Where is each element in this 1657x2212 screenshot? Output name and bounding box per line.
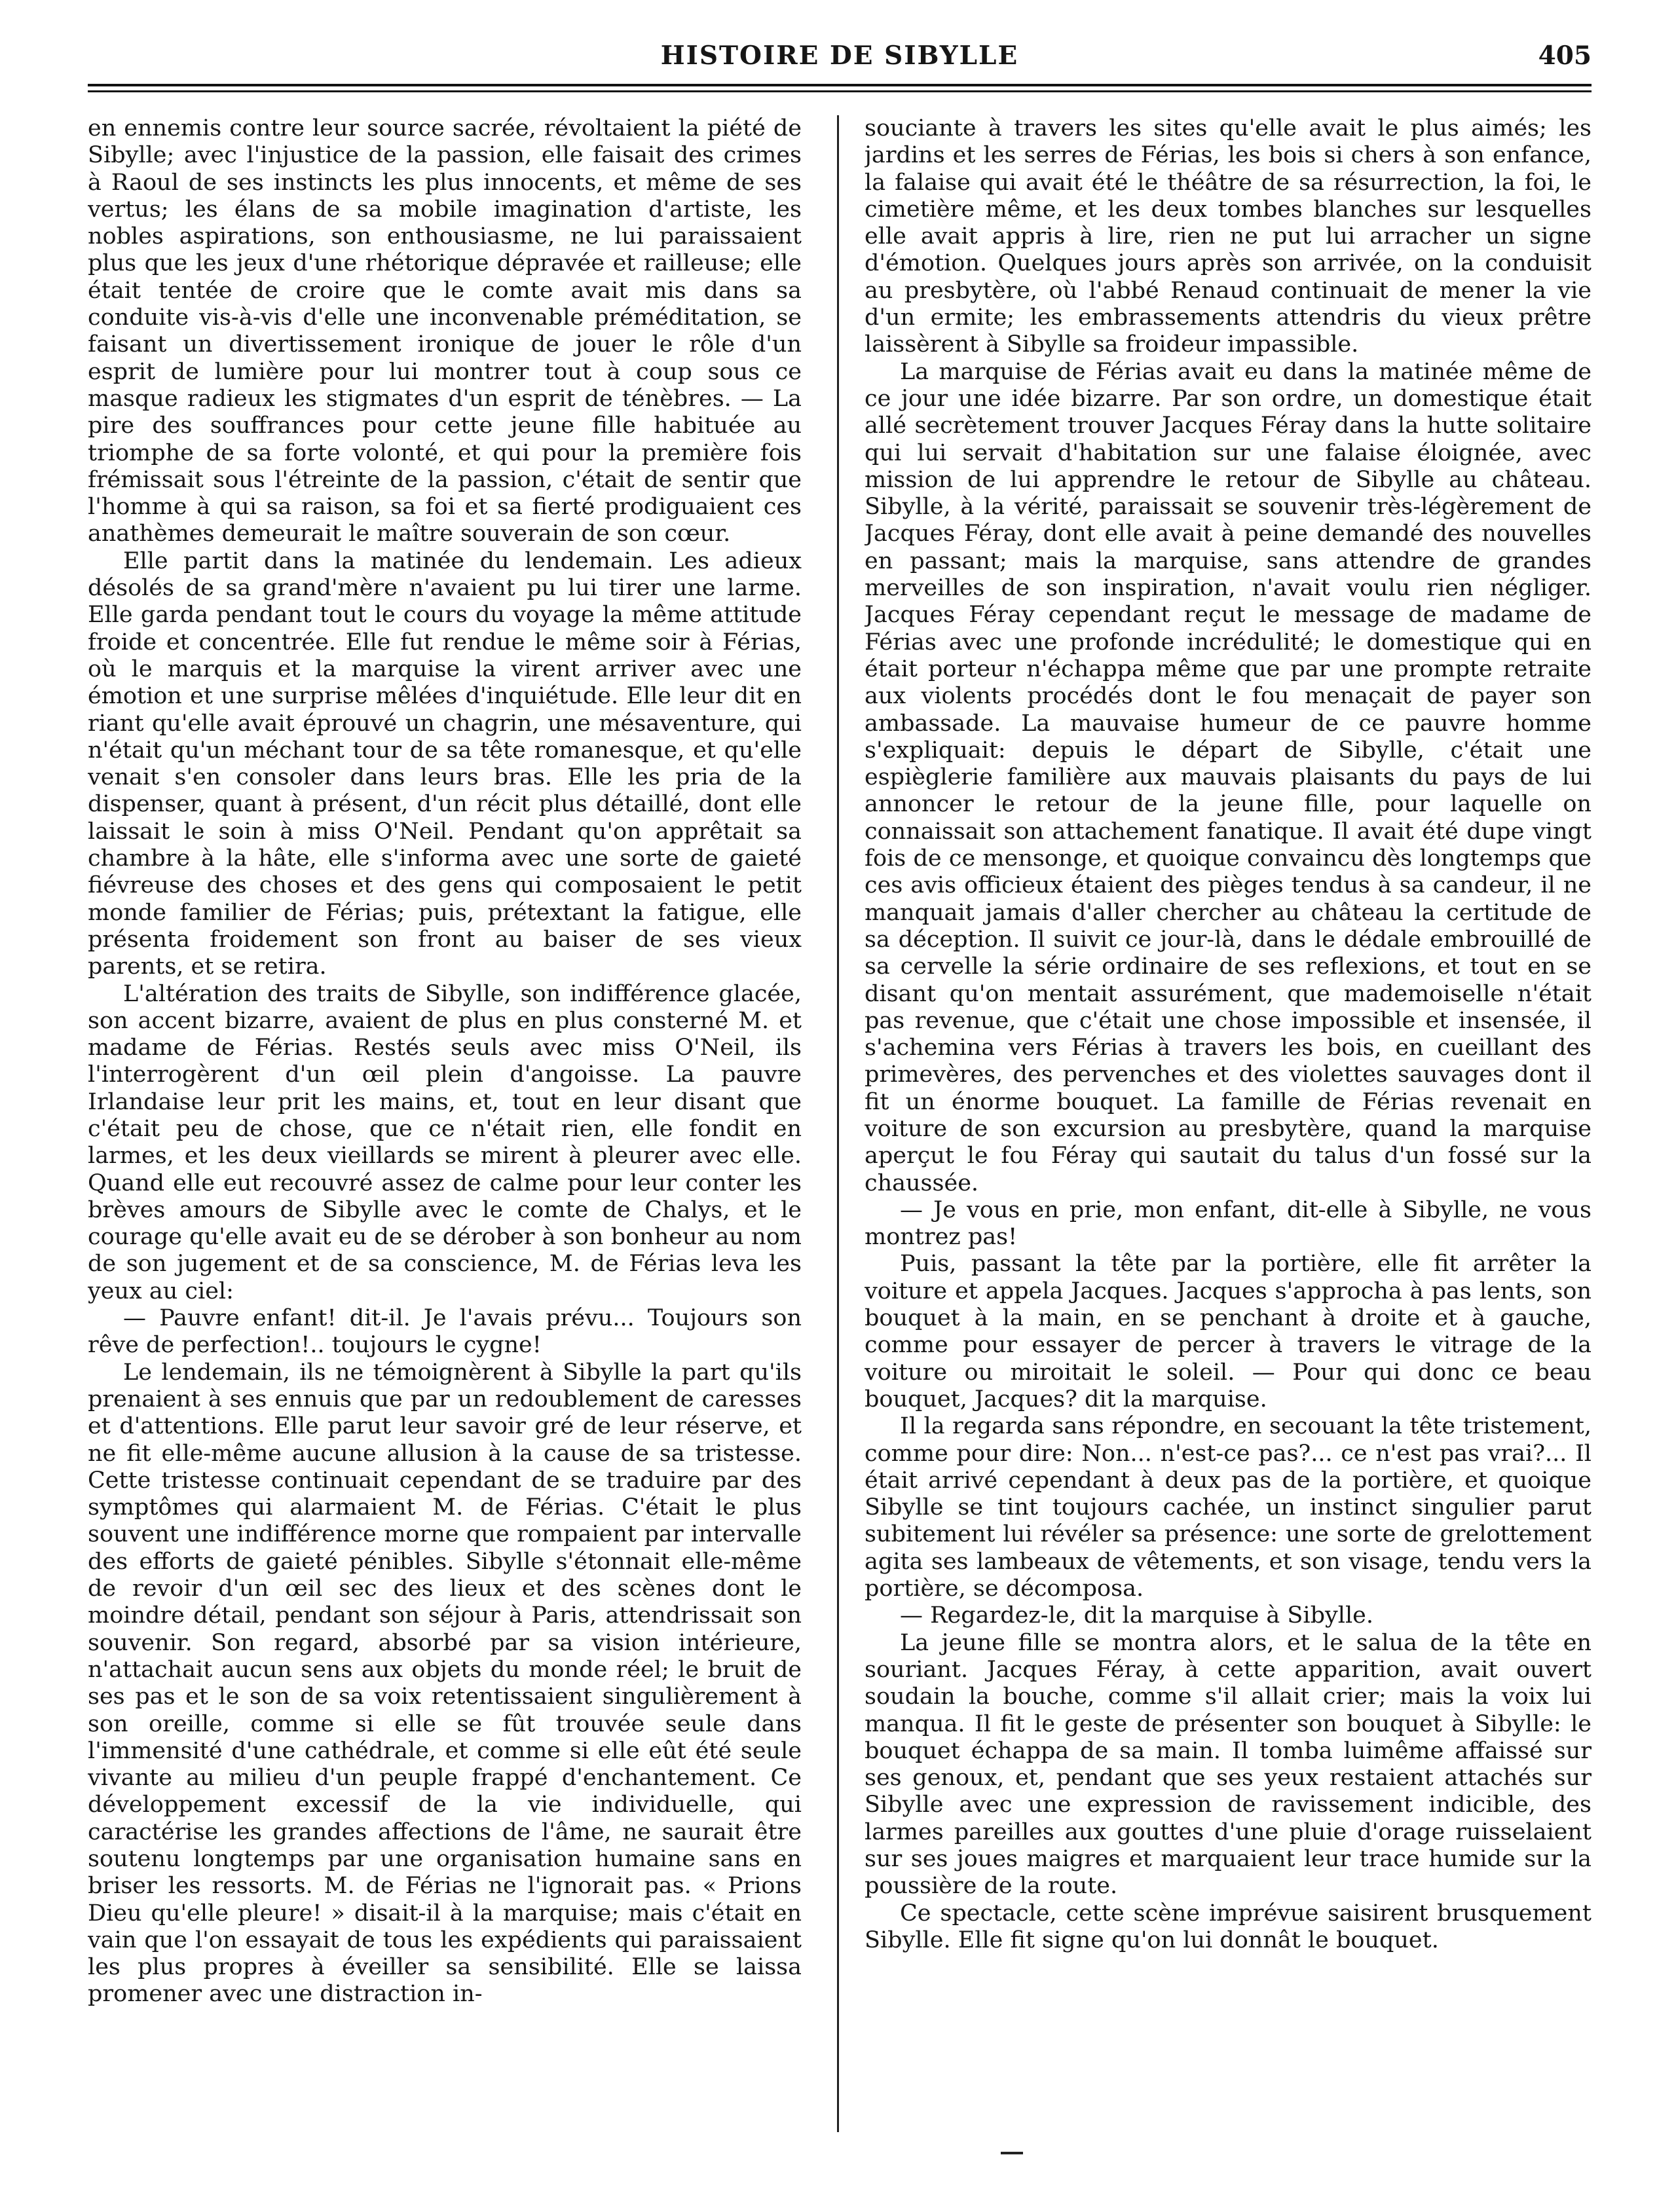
header-rule (88, 84, 1592, 86)
column-divider (837, 115, 839, 2132)
header-rule-secondary (88, 90, 1592, 92)
running-title: HISTOIRE DE SIBYLLE (660, 41, 1019, 71)
left-column (88, 115, 802, 2132)
paragraph: Elle partit dans la matinée du lendemain. Les adieux désolés de sa grand'mère n'avaient pu lui tirer une larme. Elle garda pendant tout le cours du voyage la même attitude froide et concentrée. Elle fut rendue le même soir à Férias, où le marquis et la marquise la virent arriver avec une émotion et une surprise mêlées d'inquiétude. Elle leur dit en riant qu'elle avait éprouvé un chagrin, une mésaventure, qui n'était qu'un méchant tour de sa tête romanesque, et qu'elle venait s'en consoler dans leurs bras. Elle les pria de la dispenser, quant à présent, d'un récit plus détaillé, dont elle laissait le soin à miss O'Neil. Pendant qu'on apprêtait sa chambre à la hâte, elle s'informa avec une sorte de gaieté fiévreuse des choses et des gens qui composaient le petit monde familier de Férias; puis, prétextant la fatigue, elle présenta froidement son front au baiser de ses vieux parents, et se retira. (88, 547, 802, 980)
paragraph: Il la regarda sans répondre, en secouant la tête tristement, comme pour dire: Non... n'est-ce pas?... ce n'est pas vrai?... Il était arrivé cependant à deux pas de la portière, et quoique Sibylle se tint toujours cachée, un instinct singulier parut subitement lui révéler sa présence: une sorte de grelottement agita ses lambeaux de vêtements, et son visage, tendu vers la portière, se décomposa. (865, 1413, 1592, 1602)
paragraph: Le lendemain, ils ne témoignèrent à Sibylle la part qu'ils prenaient à ses ennuis que par un redoublement de caresses et d'attentions. Elle parut leur savoir gré de leur réserve, et ne fit elle-même aucune allusion à la cause de sa tristesse. Cette tristesse continuait cependant de se traduire par des symptômes qui alarmaient M. de Férias. C'était le plus souvent une indifférence morne que rompaient par intervalle des efforts de gaieté pénibles. Sibylle s'étonnait elle-même de revoir d'un œil sec des lieux et des scènes dont le moindre détail, pendant son séjour à Paris, attendrissait son souvenir. Son regard, absorbé par sa vision intérieure, n'attachait aucun sens aux objets du monde réel; le bruit de ses pas et le son de sa voix retentissaient singulièrement à son oreille, comme si elle se fût trouvée seule dans l'immensité d'une cathédrale, et comme si elle eût été seule vivante au milieu d'un peuple frappé d'enchantement. Ce développement excessif de la vie individuelle, qui caractérise les grandes affections de l'âme, ne saurait être soutenu longtemps par une organisation humaine sans en briser les ressorts. M. de Férias ne l'ignorait pas. « Prions Dieu qu'elle pleure! » disait-il à la marquise; mais c'était en vain que l'on essayait de tous les expédients qui paraissaient les plus propres à éveiller sa sensibilité. Elle se laissa promener avec une distraction in- (88, 1359, 802, 2008)
paragraph: en ennemis contre leur source sacrée, révoltaient la piété de Sibylle; avec l'injustice de la passion, elle faisait des crimes à Raoul de ses instincts les plus innocents, et même de ses vertus; les élans de sa mobile imagination d'artiste, les nobles aspirations, son enthousiasme, ne lui paraissaient plus que les jeux d'une rhétorique dépravée et railleuse; elle était tentée de croire que le comte avait mis dans sa conduite vis-à-vis d'elle une inconvenable préméditation, se faisant un divertissement ironique de jouer le rôle d'un esprit de lumière pour lui montrer tout à coup sous ce masque radieux les stigmates d'un esprit de ténèbres. — La pire des souffrances pour cette jeune fille habituée au triomphe de sa forte volonté, et qui pour la première fois frémissait sous l'étreinte de la passion, c'était de sentir que l'homme à qui sa raison, sa foi et sa fierté prodiguaient ces anathèmes demeurait le maître souverain de son cœur. (88, 115, 802, 547)
footer-mark (1001, 2152, 1023, 2154)
paragraph: La marquise de Férias avait eu dans la matinée même de ce jour une idée bizarre. Par son ordre, un domestique était allé secrètement trouver Jacques Féray dans la hutte solitaire qui lui servait d'habitation sur une falaise éloignée, avec mission de lui apprendre le retour de Sibylle au château. Sibylle, à la vérité, paraissait se souvenir très-légèrement de Jacques Féray, dont elle avait à peine demandé des nouvelles en passant; mais la marquise, sans attendre de grandes merveilles de son inspiration, n'avait voulu rien négliger. Jacques Féray cependant reçut le message de madame de Férias avec une profonde incrédulité; le domestique qui en était porteur n'échappa même que par une prompte retraite aux violents procédés dont le fou menaçait de payer son ambassade. La mauvaise humeur de ce pauvre homme s'expliquait: depuis le départ de Sibylle, c'était une espièglerie familière aux mauvais plaisants du pays de lui annoncer le retour de la jeune fille, pour laquelle on connaissait son attachement fanatique. Il avait été dupe vingt fois de ce mensonge, et quoique convaincu dès longtemps que ces avis officieux étaient des pièges tendus à sa candeur, il ne manquait jamais d'aller chercher au château la certitude de sa déception. Il suivit ce jour-là, dans le dédale embrouillé de sa cervelle la série ordinaire de ses reflexions, et tout en se disant qu'on mentait assurément, que mademoiselle n'était pas revenue, que c'était une chose impossible et insensée, il s'achemina vers Férias à travers les bois, en cueillant des primevères, des pervenches et des violettes sauvages dont il fit un énorme bouquet. La famille de Férias revenait en voiture de son excursion au presbytère, quand la marquise aperçut le fou Féray qui sautait du talus d'un fossé sur la chaussée. (865, 358, 1592, 1196)
page-number: 405 (1538, 41, 1592, 71)
paragraph: souciante à travers les sites qu'elle avait le plus aimés; les jardins et les serres de Férias, les bois si chers à son enfance, la falaise qui avait été le théâtre de sa résurrection, la foi, le cimetière même, et les deux tombes blanches sur lesquelles elle avait appris à lire, rien ne put lui arracher un signe d'émotion. Quelques jours après son arrivée, on la conduisit au presbytère, où l'abbé Renaud continuait de mener la vie d'un ermite; les embrassements attendris du vieux prêtre laissèrent à Sibylle sa froideur impassible. (865, 115, 1592, 358)
paragraph: Puis, passant la tête par la portière, elle fit arrêter la voiture et appela Jacques. Jacques s'approcha à pas lents, son bouquet à la main, en se penchant à droite et à gauche, comme pour essayer de percer à travers le vitrage de la voiture ou miroitait le soleil. — Pour qui donc ce beau bouquet, Jacques? dit la marquise. (865, 1251, 1592, 1412)
paragraph: — Je vous en prie, mon enfant, dit-elle à Sibylle, ne vous montrez pas! (865, 1196, 1592, 1251)
paragraph: L'altération des traits de Sibylle, son indifférence glacée, son accent bizarre, avaient de plus en plus consterné M. et madame de Férias. Restés seuls avec miss O'Neil, ils l'interrogèrent d'un œil plein d'angoisse. La pauvre Irlandaise leur prit les mains, et, tout en leur disant que c'était peu de chose, que ce n'était rien, elle fondit en larmes, et les deux vieillards se mirent à pleurer avec elle. Quand elle eut recouvré assez de calme pour leur conter les brèves amours de Sibylle avec le comte de Chalys, et le courage qu'elle avait eu de se dérober à son bonheur au nom de son jugement et de sa conscience, M. de Férias leva les yeux au ciel: (88, 980, 802, 1304)
paragraph: — Pauvre enfant! dit-il. Je l'avais prévu... Toujours son rêve de perfection!.. toujours le cygne! (88, 1305, 802, 1359)
paragraph: — Regardez-le, dit la marquise à Sibylle. (900, 1602, 1374, 1629)
right-column (865, 115, 1592, 2132)
paragraph: La jeune fille se montra alors, et le salua de la tête en souriant. Jacques Féray, à cette apparition, avait ouvert soudain la bouche, comme s'il allait crier; mais la voix lui manqua. Il fit le geste de présenter son bouquet à Sibylle: le bouquet échappa de sa main. Il tomba luimême affaissé sur ses genoux, et, pendant que ses yeux restaient attachés sur Sibylle avec une expression de ravissement indicible, des larmes pareilles aux gouttes d'une pluie d'orage ruisselaient sur ses joues maigres et marquaient leur trace humide sur la poussière de la route. (865, 1629, 1592, 1900)
page-header (88, 41, 1592, 80)
paragraph: Ce spectacle, cette scène imprévue saisirent brusquement Sibylle. Elle fit signe qu'on lui donnât le bouquet. (865, 1900, 1592, 1953)
